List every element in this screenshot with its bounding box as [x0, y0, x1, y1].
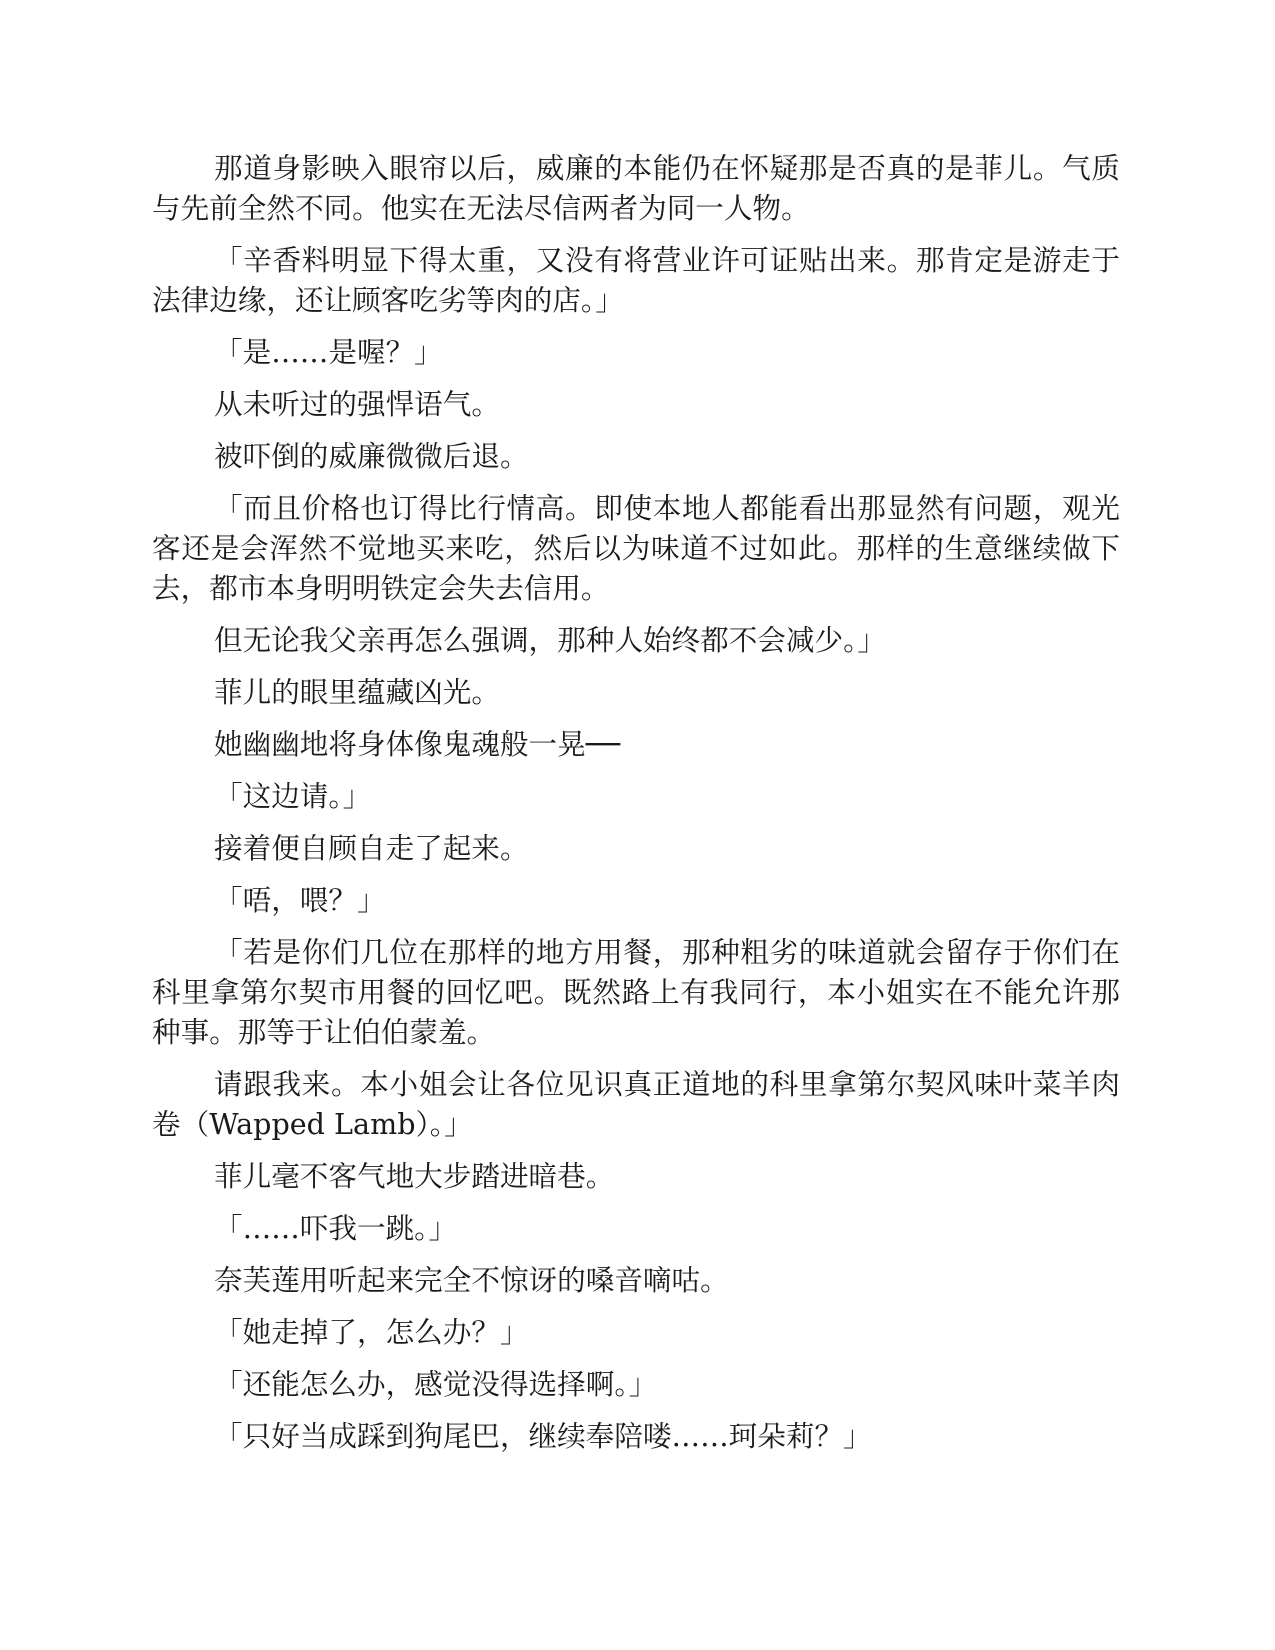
- paragraph: 「若是你们几位在那样的地方用餐，那种粗劣的味道就会留存于你们在科里拿第尔契市用餐的回忆吧。既然路上有我同行，本小姐实在不能允许那种事。那等于让伯伯蒙羞。: [152, 935, 1120, 1049]
- paragraph: 她幽幽地将身体像鬼魂般一晃──: [214, 727, 621, 761]
- paragraph: 菲儿毫不客气地大步踏进暗巷。: [214, 1159, 615, 1193]
- paragraph: 「是……是喔？」: [214, 335, 443, 369]
- paragraph: 「还能怎么办，感觉没得选择啊。」: [214, 1367, 658, 1401]
- paragraph: 那道身影映入眼帘以后，威廉的本能仍在怀疑那是否真的是菲儿。气质与先前全然不同。他实在无法尽信两者为同一人物。: [152, 151, 1120, 225]
- paragraph: 从未听过的强悍语气。: [214, 387, 500, 421]
- paragraph: 「而且价格也订得比行情高。即使本地人都能看出那显然有问题，观光客还是会浑然不觉地买来吃，然后以为味道不过如此。那样的生意继续做下去，都市本身明明铁定会失去信用。: [152, 491, 1120, 605]
- paragraph: 「……吓我一跳。」: [214, 1211, 458, 1245]
- paragraph: 请跟我来。本小姐会让各位见识真正道地的科里拿第尔契风味叶菜羊肉卷（Wapped Lamb）。」: [152, 1067, 1120, 1141]
- paragraph: 「她走掉了，怎么办？」: [214, 1315, 529, 1349]
- paragraph: 菲儿的眼里蕴藏凶光。: [214, 675, 500, 709]
- document-page: [152, 148, 1120, 1468]
- paragraph: 被吓倒的威廉微微后退。: [214, 439, 529, 473]
- paragraph: 「唔，喂？」: [214, 883, 386, 917]
- paragraph: 「只好当成踩到狗尾巴，继续奉陪喽……珂朵莉？」: [214, 1419, 872, 1453]
- paragraph: 奈芙莲用听起来完全不惊讶的嗓音嘀咕。: [214, 1263, 729, 1297]
- paragraph: 接着便自顾自走了起来。: [214, 831, 529, 865]
- paragraph: 但无论我父亲再怎么强调，那种人始终都不会减少。」: [214, 623, 886, 657]
- paragraph: 「辛香料明显下得太重，又没有将营业许可证贴出来。那肯定是游走于法律边缘，还让顾客吃劣等肉的店。」: [152, 243, 1120, 317]
- paragraph: 「这边请。」: [214, 779, 372, 813]
